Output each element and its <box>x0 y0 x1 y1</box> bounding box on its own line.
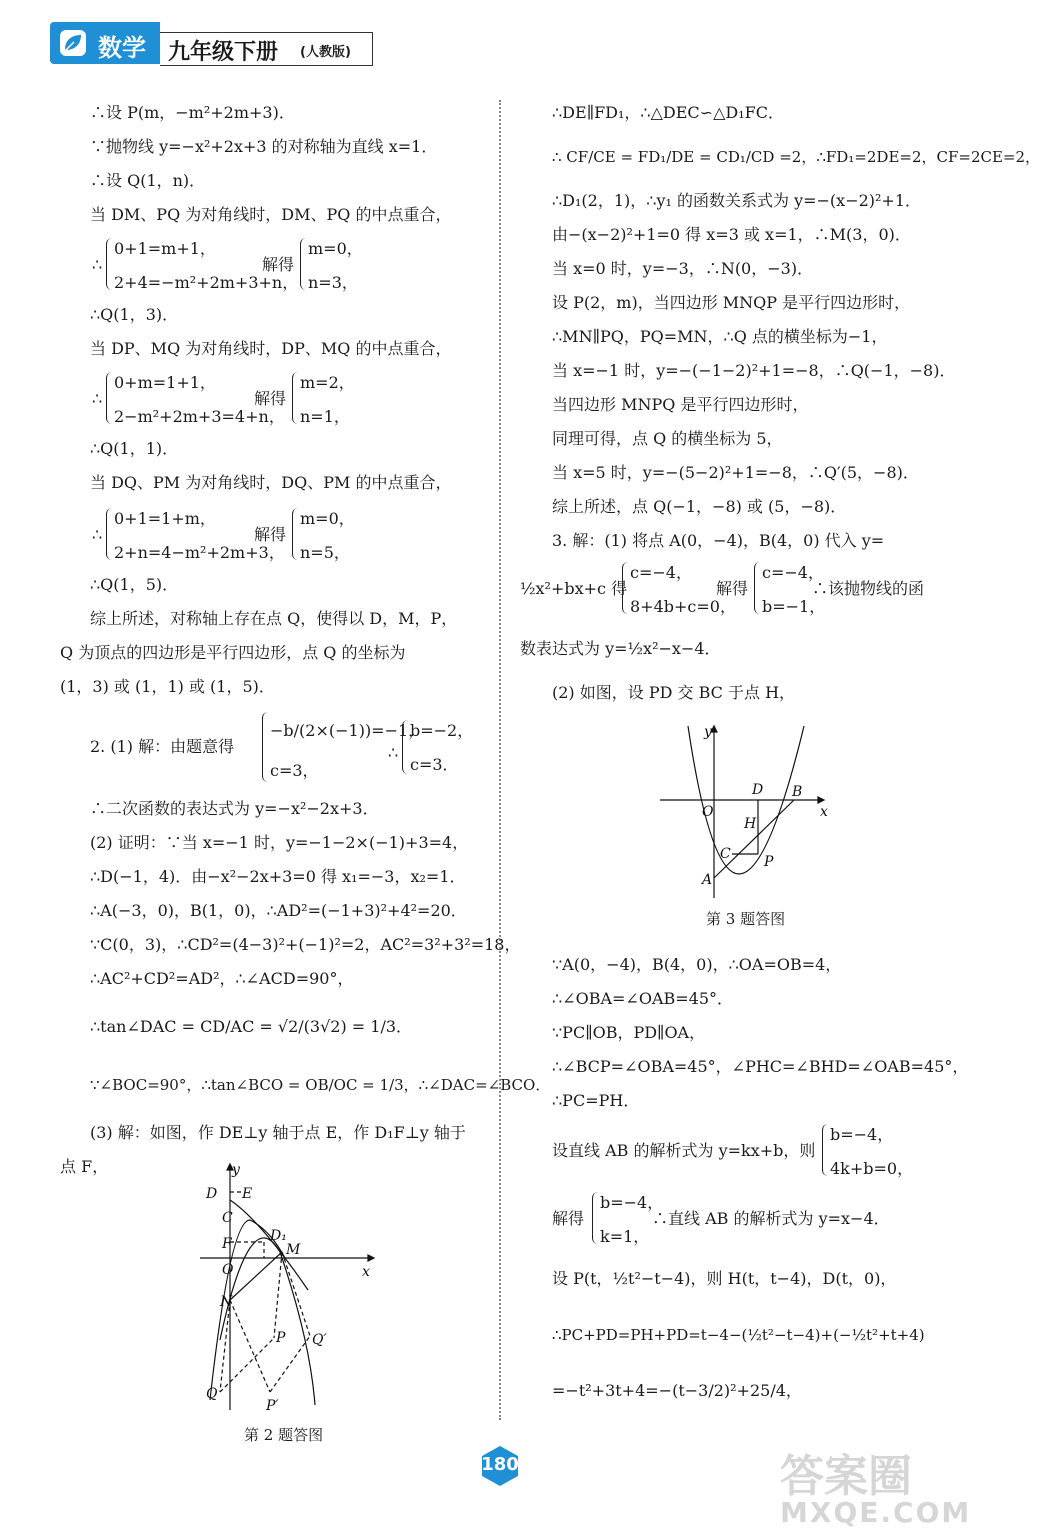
equation-line: m=2， <box>300 373 355 392</box>
x-axis-arrow <box>368 1255 374 1261</box>
fig3-label: C <box>720 846 731 862</box>
equation-brace <box>592 1192 599 1244</box>
text-line: ∵PC∥OB，PD∥OA， <box>552 1023 706 1042</box>
solve-label: 解得 <box>262 255 295 274</box>
equation-line: 0+m=1+1， <box>114 373 216 392</box>
fig3-label: O <box>702 804 714 820</box>
dashed-mp <box>274 1252 282 1338</box>
text-line: 2. (1) 解：由题意得 <box>90 737 235 756</box>
equation-line: c=−4， <box>630 563 692 582</box>
edition-label: (人教版) <box>300 45 351 60</box>
text-line: ∴Q(1，1)． <box>90 439 179 458</box>
x-axis-arrow <box>818 797 824 803</box>
text-line: ½x²+bx+c 得 <box>520 579 628 598</box>
fig3-label: H <box>744 816 757 832</box>
page-number-badge <box>478 1444 522 1488</box>
equation-brace <box>262 712 269 782</box>
therefore-symbol: ∴ <box>388 743 399 762</box>
text-line: ∵C(0，3)，∴CD²=(4−3)²+(−1)²=2，AC²=3²+3²=18， <box>90 935 521 954</box>
watermark: 答案圈 <box>780 1451 912 1502</box>
text-line: ∴DE∥FD₁，∴△DEC∽△D₁FC． <box>552 103 784 122</box>
figure-2 <box>190 1160 390 1420</box>
fig2-label: x <box>362 1264 370 1280</box>
figure-2-caption: 第 2 题答图 <box>244 1426 324 1444</box>
text-line: 数表达式为 y=½x²−x−4． <box>520 639 721 658</box>
equation-brace <box>754 562 761 614</box>
text-line: ∵∠BOC=90°，∴tan∠BCO = OB/OC = 1/3，∴∠DAC=∠BCO． <box>90 1076 551 1094</box>
equation-brace <box>106 372 113 424</box>
solve-label: 解得 <box>254 389 287 408</box>
equation-line: 0+1=m+1， <box>114 239 216 258</box>
text-line: ∴MN∥PQ，PQ=MN，∴Q 点的横坐标为−1， <box>552 327 888 346</box>
text-line: ∴ CF/CE = FD₁/DE = CD₁/CD =2，∴FD₁=2DE=2，CF=2CE=2， <box>552 148 1040 166</box>
fig2-label: E <box>242 1186 253 1202</box>
text-line: 综上所述，点 Q(−1，−8) 或 (5，−8)． <box>552 497 847 516</box>
fig3-label: D <box>752 782 764 798</box>
text-line: 同理可得，点 Q 的横坐标为 5， <box>552 429 783 448</box>
fig2-label: O <box>222 1262 234 1278</box>
text-line: ∴A(−3，0)，B(1，0)，∴AD²=(−1+3)²+4²=20． <box>90 901 467 920</box>
page-header <box>50 22 372 68</box>
equation-line: k=1， <box>600 1227 650 1246</box>
equation-line: 8+4b+c=0， <box>630 597 736 616</box>
parabola-y1 <box>220 1238 315 1405</box>
equation-line: b=−4， <box>830 1125 894 1144</box>
therefore-symbol: ∴ <box>92 255 103 274</box>
text-line: Q 为顶点的四边形是平行四边形，点 Q 的坐标为 <box>60 643 406 662</box>
text-line: ∴tan∠DAC = CD/AC = √2/(3√2) = 1/3． <box>90 1017 413 1036</box>
text-line: (3) 解：如图，作 DE⊥y 轴于点 E，作 D₁F⊥y 轴于 <box>90 1123 466 1142</box>
text-line: ∴PC+PD=PH+PD=t−4−(½t²−t−4)+(−½t²+t+4) <box>552 1326 925 1344</box>
equation-brace <box>300 238 307 290</box>
text-line: 当 DQ、PM 为对角线时，DQ、PM 的中点重合， <box>90 473 452 492</box>
text-line: ∵抛物线 y=−x²+2x+3 的对称轴为直线 x=1． <box>90 137 438 156</box>
text-line: 综上所述，对称轴上存在点 Q，使得以 D，M，P， <box>90 609 458 628</box>
text-line: ∴直线 AB 的解析式为 y=x−4． <box>652 1209 890 1228</box>
watermark-url: MXQE.COM <box>780 1496 972 1529</box>
dashed-mq <box>282 1252 310 1336</box>
text-line: ∴Q(1，5)． <box>90 575 179 594</box>
equation-line: b=−4， <box>600 1193 664 1212</box>
subject-banner <box>50 22 160 64</box>
equation-line: n=1， <box>300 407 350 426</box>
equation-brace <box>622 562 629 614</box>
equation-line: c=3， <box>270 761 319 780</box>
equation-line: 4k+b=0， <box>830 1159 914 1178</box>
page-number: 180 <box>481 1454 519 1475</box>
equation-line: n=3， <box>308 273 358 292</box>
equation-brace <box>106 508 113 560</box>
solve-label: 解得 <box>254 525 287 544</box>
equation-line: n=5， <box>300 543 350 562</box>
text-line: 3. 解：(1) 将点 A(0，−4)，B(4，0) 代入 y= <box>552 531 885 550</box>
equation-line: 2+4=−m²+2m+3+n， <box>114 273 299 292</box>
equation-brace <box>402 720 409 774</box>
dashed-np <box>230 1300 270 1392</box>
equation-brace <box>822 1124 829 1176</box>
fig2-label: P <box>276 1330 286 1346</box>
equation-line: c=−4， <box>762 563 824 582</box>
solve-label: 解得 <box>716 579 749 598</box>
text-line: ∴PC=PH． <box>552 1091 640 1110</box>
equation-line: −b/(2×(−1))=−1， <box>270 721 425 740</box>
equation-line: m=0， <box>300 509 355 528</box>
text-line: ∴AC²+CD²=AD²，∴∠ACD=90°， <box>90 969 354 988</box>
equation-brace <box>292 508 299 560</box>
fig3-label: A <box>702 872 713 888</box>
figure-3-caption: 第 3 题答图 <box>706 910 786 928</box>
text-line: 当 DP、MQ 为对角线时，DP、MQ 的中点重合， <box>90 339 452 358</box>
text-line: ∴∠OBA=∠OAB=45°． <box>552 989 734 1008</box>
line-nm <box>230 1252 282 1300</box>
fig3-label: y <box>704 724 712 740</box>
column-divider <box>499 100 501 1420</box>
subject-title: 数学 <box>98 34 146 62</box>
fig2-label: D₁ <box>270 1228 287 1244</box>
text-line: 点 F， <box>60 1157 109 1176</box>
text-line: ∵A(0，−4)，B(4，0)，∴OA=OB=4， <box>552 955 842 974</box>
fig2-label: y <box>232 1162 240 1178</box>
text-line: 当 x=0 时，y=−3，∴N(0，−3)． <box>552 259 814 278</box>
text-line: ∴该抛物线的函 <box>812 579 925 598</box>
text-line: 当四边形 MNPQ 是平行四边形时， <box>552 395 809 414</box>
text-line: 设 P(t，½t²−t−4)，则 H(t，t−4)，D(t，0)， <box>552 1269 897 1288</box>
fig2-label: F <box>222 1236 232 1252</box>
text-line: =−t²+3t+4=−(t−3/2)²+25/4， <box>552 1381 802 1400</box>
figure-3 <box>654 722 834 902</box>
text-line: 当 x=−1 时，y=−(−1−2)²+1=−8，∴Q(−1，−8)． <box>552 361 956 380</box>
fig3-label: x <box>820 804 828 820</box>
text-line: ∴设 Q(1，n)． <box>90 171 206 190</box>
text-line: (2) 证明：∵当 x=−1 时，y=−1−2×(−1)+3=4， <box>90 833 469 852</box>
text-line: ∴∠BCP=∠OBA=45°，∠PHC=∠BHD=∠OAB=45°， <box>552 1057 969 1076</box>
therefore-symbol: ∴ <box>92 525 103 544</box>
solve-label: 解得 <box>552 1209 585 1228</box>
fig3-label: B <box>792 784 803 800</box>
text-line: 当 x=5 时，y=−(5−2)²+1=−8，∴Q′(5，−8)． <box>552 463 919 482</box>
grade-box <box>160 32 373 66</box>
text-line: (2) 如图，设 PD 交 BC 于点 H， <box>552 683 796 702</box>
fig2-label: M <box>286 1242 301 1258</box>
text-line: ∴二次函数的表达式为 y=−x²−2x+3． <box>90 799 379 818</box>
text-line: 设 P(2，m)，当四边形 MNQP 是平行四边形时， <box>552 293 911 312</box>
line-ab <box>714 800 794 878</box>
fig2-label: Q <box>206 1386 218 1402</box>
equation-line: 2+n=4−m²+2m+3， <box>114 543 285 562</box>
equation-brace <box>292 372 299 424</box>
text-line: ∴设 P(m，−m²+2m+3)． <box>90 103 295 122</box>
grade-title: 九年级下册 <box>168 40 279 65</box>
text-line: 由−(x−2)²+1=0 得 x=3 或 x=1，∴M(3，0)． <box>552 225 911 244</box>
equation-line: c=3． <box>410 755 459 774</box>
fig2-label: P′ <box>266 1398 279 1414</box>
fig2-label: Q′ <box>312 1332 327 1348</box>
equation-line: 0+1=1+m， <box>114 509 216 528</box>
fig2-label: C <box>222 1210 233 1226</box>
equation-line: 2−m²+2m+3=4+n， <box>114 407 285 426</box>
equation-brace <box>106 238 113 290</box>
text-line: (1，3) 或 (1，1) 或 (1，5)． <box>60 677 275 696</box>
equation-line: m=0， <box>308 239 363 258</box>
text-line: ∴Q(1，3)． <box>90 305 179 324</box>
fig2-label: N <box>220 1294 233 1310</box>
text-line: ∴D(−1，4)．由−x²−2x+3=0 得 x₁=−3，x₂=1． <box>90 867 466 886</box>
leaf-icon <box>60 30 86 56</box>
fig3-label: P <box>764 854 774 870</box>
therefore-symbol: ∴ <box>92 389 103 408</box>
equation-line: b=−2， <box>410 721 474 740</box>
text-line: 当 DM、PQ 为对角线时，DM、PQ 的中点重合， <box>90 205 452 224</box>
text-line: ∴D₁(2，1)，∴y₁ 的函数关系式为 y=−(x−2)²+1． <box>552 191 922 210</box>
fig2-label: D <box>206 1186 218 1202</box>
text-line: 设直线 AB 的解析式为 y=kx+b，则 <box>552 1141 816 1160</box>
equation-line: b=−1， <box>762 597 826 616</box>
